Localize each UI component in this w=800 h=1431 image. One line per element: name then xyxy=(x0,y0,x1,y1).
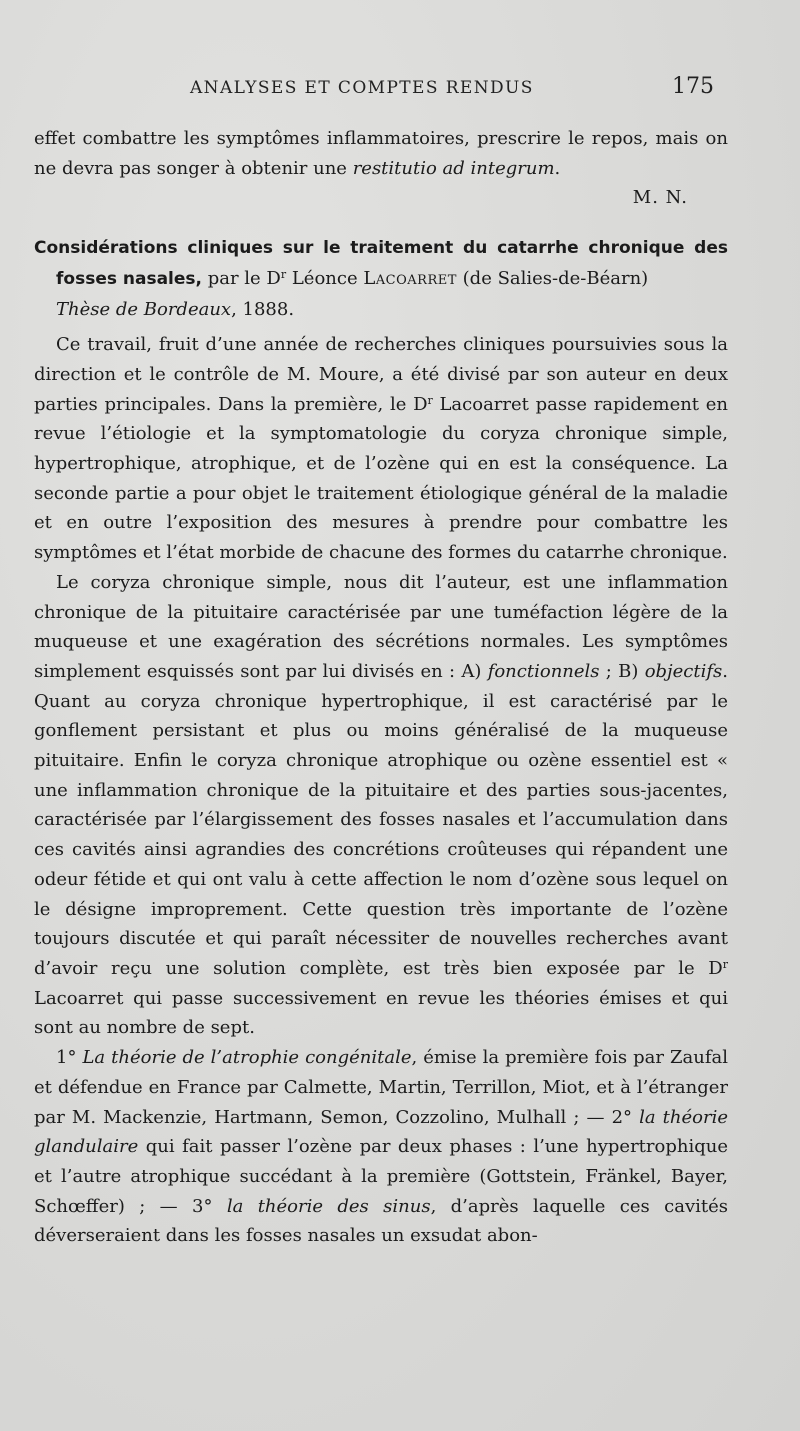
review-title: Considérations cliniques sur le traitement du catarrhe chronique des fosses nasales, xyxy=(34,238,728,289)
italic-run: la théorie glandulaire xyxy=(34,1106,728,1158)
review-heading xyxy=(34,233,728,324)
superscript: r xyxy=(427,393,433,407)
previous-review-ending xyxy=(34,124,728,183)
paragraph-3 xyxy=(34,1043,728,1251)
author-last-name: Lacoarret xyxy=(363,267,457,289)
running-header xyxy=(0,74,800,104)
text-run: , d’après laquelle ces cavités déverseraient dans les fosses nasales un exsudat abon- xyxy=(34,1195,728,1247)
italic-run: restitutio ad integrum xyxy=(352,157,555,179)
source-title: Thèse de Bordeaux xyxy=(56,298,232,320)
author-first-name: Léonce xyxy=(286,267,364,289)
text-run: par le D xyxy=(201,267,281,289)
paragraph-1 xyxy=(34,330,728,568)
source-year: , 1888. xyxy=(231,298,295,320)
reviewer-signature: M. N. xyxy=(632,187,688,209)
text-run: . Quant au coryza chronique hypertrophique, il est caractérisé par le gonflement persistant et plus ou moins généralisé de la muqueuse pituitaire. Enfin le coryza chronique atrophique ou ozène essentiel est « une inflammation chronique de la pituitaire et des parties sous-jacentes, caractérisée par l’élargissement des fosses nasales et l’accumulation dans ces cavités ainsi agrandies des concrétions croûteuses qui répandent une odeur fétide et qui ont valu à cette affection le nom d’ozène sous lequel on le désigne improprement. Cette question très importante de l’ozène toujours discutée et qui paraît nécessiter de nouvelles recherches avant d’avoir reçu une solution complète, est très bien exposée par le D xyxy=(34,660,728,979)
page-number: 175 xyxy=(672,74,714,99)
paragraph-2 xyxy=(34,568,728,1043)
italic-run: La théorie de l’atrophie congénitale xyxy=(82,1047,412,1069)
running-title: ANALYSES ET COMPTES RENDUS xyxy=(190,78,534,98)
text-run: effet combattre les symptômes inflammatoires, prescrire le repos, mais on ne devra pas songer à obtenir une xyxy=(34,128,728,179)
text-run: qui fait passer l’ozène par deux phases : l’une hypertrophique et l’autre atrophique succédant à la première (Gottstein, Fränkel, Bayer, Schœffer) ; — 3° xyxy=(34,1136,728,1217)
text-run: Lacoarret passe rapidement en revue l’étiologie et la symptomatologie du coryza chronique simple, hypertrophique, atrophique, et de l’ozène qui en est la conséquence. La seconde partie a pour objet le traitement étiologique général de la maladie et en outre l’exposition des mesures à prendre pour combattre les symptômes et l’état morbide de chacune des formes du catarrhe chronique. xyxy=(34,393,729,564)
text-run: Lacoarret qui passe successivement en revue les théories émises et qui sont au nombre de sept. xyxy=(34,987,728,1039)
author-place: (de Salies-de-Béarn) xyxy=(456,267,649,289)
text-run: Ce travail, fruit d’une année de recherches cliniques poursuivies sous la direction et le contrôle de M. Moure, a été divisé par son auteur en deux parties principales. Dans la première, le D xyxy=(34,334,728,415)
superscript: r xyxy=(722,957,728,971)
text-run: . xyxy=(554,157,561,179)
text-run: 1° xyxy=(56,1047,83,1069)
body-text xyxy=(34,124,728,1251)
italic-run: fonctionnels xyxy=(487,660,600,682)
superscript: r xyxy=(280,267,287,281)
text-run: Le coryza chronique simple, nous dit l’auteur, est une inflammation chronique de la pituitaire caractérisée par une tuméfaction légère de la muqueuse et une exagération des sécrétions normales. Les symptômes simplement esquissés sont par lui divisés en : A) xyxy=(34,571,728,682)
text-run: , émise la première fois par Zaufal et défendue en France par Calmette, Martin, Terrillon, Miot, et à l’étranger par M. Mackenzie, Hartmann, Semon, Cozzolino, Mulhall ; — 2° xyxy=(34,1047,728,1128)
italic-run: objectifs xyxy=(644,660,723,682)
italic-run: la théorie des sinus xyxy=(226,1195,431,1217)
text-run: ; B) xyxy=(599,660,645,682)
